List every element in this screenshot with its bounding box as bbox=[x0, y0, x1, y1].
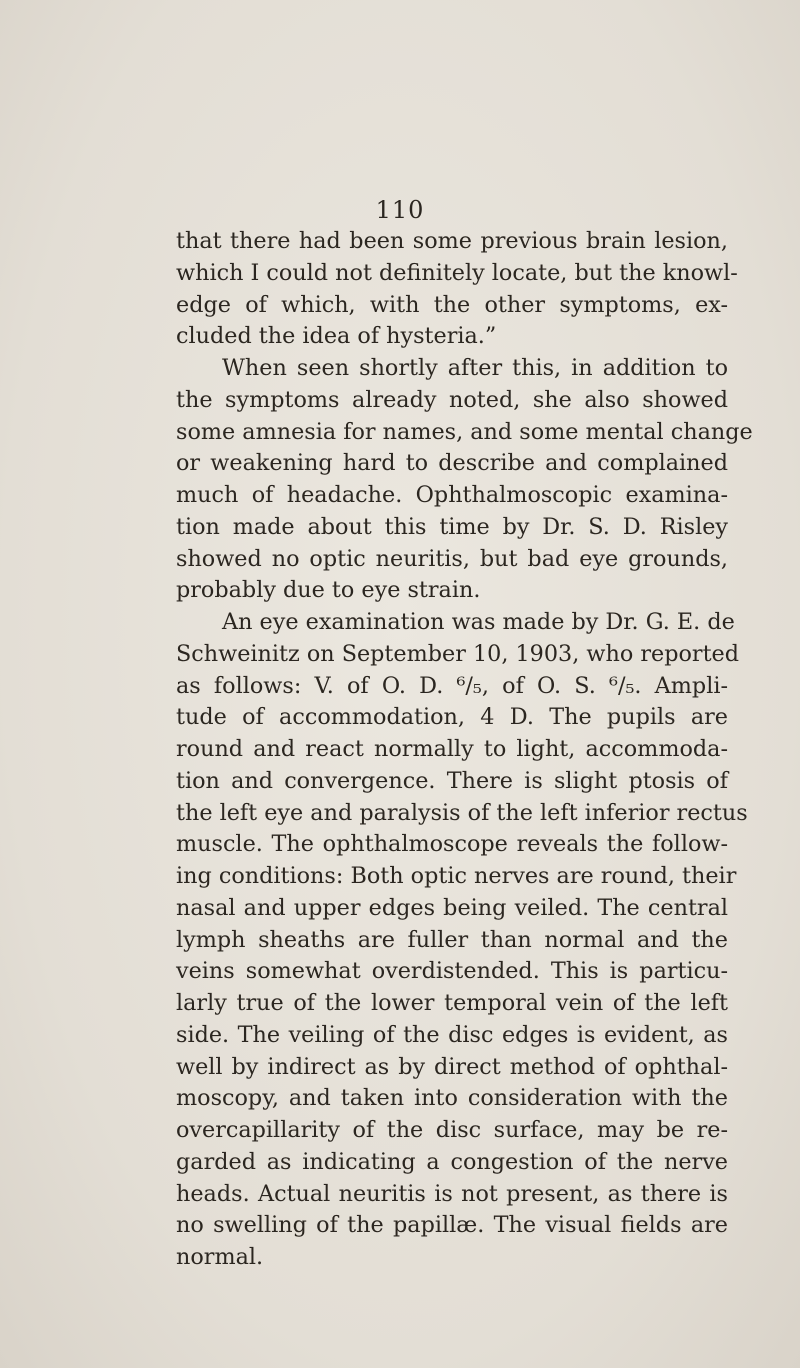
text-line: moscopy, and taken into consideration with the bbox=[176, 1085, 728, 1112]
text-line: which I could not definitely locate, but the knowl- bbox=[176, 259, 738, 286]
text-line: ing conditions: Both optic nerves are round, their bbox=[176, 863, 737, 889]
text-line: side. The veiling of the disc edges is evident, as bbox=[176, 1021, 728, 1048]
text-line: the symptoms already noted, she also showed bbox=[176, 386, 728, 413]
text-line: cluded the idea of hysteria.” bbox=[176, 323, 497, 350]
text-line: the left eye and paralysis of the left inferior rectus bbox=[176, 799, 748, 826]
text-line: lymph sheaths are fuller than normal and the bbox=[176, 926, 728, 953]
text-line: heads. Actual neuritis is not present, as there is bbox=[176, 1180, 728, 1207]
text-line: tude of accommodation, 4 D. The pupils are bbox=[176, 704, 728, 731]
text-line: round and react normally to light, accommoda- bbox=[176, 736, 728, 762]
text-line: tion and convergence. There is slight ptosis of bbox=[176, 767, 728, 794]
text-line: edge of which, with the other symptoms, ex- bbox=[176, 291, 728, 318]
text-line: Schweinitz on September 10, 1903, who reported bbox=[176, 640, 740, 667]
text-line: larly true of the lower temporal vein of the left bbox=[176, 990, 728, 1016]
body-text bbox=[176, 226, 753, 1274]
text-line: nasal and upper edges being veiled. The central bbox=[176, 894, 728, 921]
text-line: or weakening hard to describe and complained bbox=[176, 450, 728, 477]
text-line: overcapillarity of the disc surface, may be re- bbox=[176, 1117, 728, 1143]
text-line: normal. bbox=[176, 1244, 264, 1270]
text-line: as follows: V. of O. D. ⁶/₅, of O. S. ⁶/₅. Ampli- bbox=[176, 672, 728, 699]
text-line: tion made about this time by Dr. S. D. Risley bbox=[176, 513, 728, 540]
text-line: probably due to eye strain. bbox=[176, 577, 481, 604]
text-line: An eye examination was made by Dr. G. E. de bbox=[222, 609, 735, 635]
page-number: 110 bbox=[375, 196, 425, 224]
text-line: some amnesia for names, and some mental change bbox=[176, 418, 753, 445]
text-line: showed no optic neuritis, but bad eye grounds, bbox=[176, 545, 728, 572]
text-line: muscle. The ophthalmoscope reveals the follow- bbox=[176, 831, 728, 858]
text-line: no swelling of the papillæ. The visual fields are bbox=[176, 1212, 728, 1239]
text-line: garded as indicating a congestion of the nerve bbox=[176, 1148, 728, 1175]
text-line: that there had been some previous brain lesion, bbox=[176, 228, 728, 254]
text-line: well by indirect as by direct method of ophthal- bbox=[176, 1053, 728, 1080]
text-line: much of headache. Ophthalmoscopic examina- bbox=[176, 482, 728, 508]
text-line: veins somewhat overdistended. This is particu- bbox=[176, 958, 728, 985]
text-line: When seen shortly after this, in addition to bbox=[222, 355, 728, 381]
